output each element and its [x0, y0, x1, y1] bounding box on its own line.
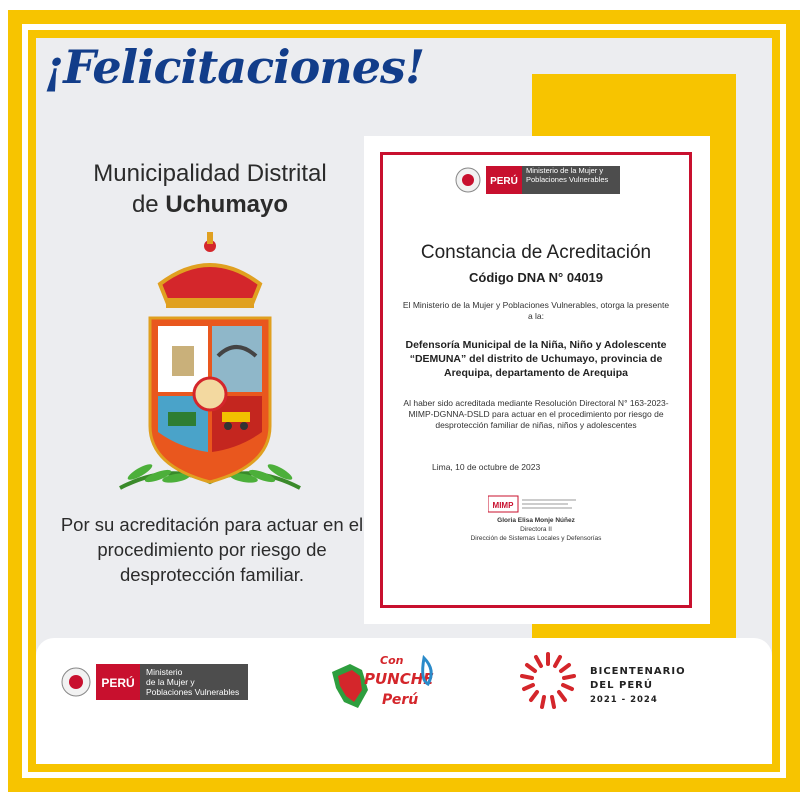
- bicentenario-line1: BICENTENARIO: [590, 666, 686, 677]
- footer-ministry-line2: de la Mujer y: [146, 677, 195, 687]
- footer-ministry-line1: Ministerio: [146, 667, 183, 677]
- stamp-text: MIMP: [492, 501, 514, 510]
- municipality-line1: Municipalidad Distrital: [93, 160, 327, 187]
- cert-logo-ministry: Ministerio de la Mujer y Poblaciones Vulnerables: [526, 166, 609, 184]
- signer-name: Gloria Elisa Monje Núñez: [497, 517, 575, 524]
- certificate-date: Lima, 10 de octubre de 2023: [432, 462, 541, 472]
- accreditation-text: Por su acreditación para actuar en el procedimiento por riesgo de desprotección familiar.: [60, 514, 364, 585]
- page-title: ¡Felicitaciones!: [44, 40, 425, 94]
- certificate-signer: [400, 516, 672, 543]
- bicentenario-years: 2021 - 2024: [590, 695, 658, 705]
- bicentenario-logo: [518, 650, 708, 716]
- municipality-line2: [60, 189, 360, 220]
- municipality-bold-name: Uchumayo: [165, 191, 289, 218]
- certificate-intro: El Ministerio de la Mujer y Poblaciones Vulnerables, otorga la presente a la:: [402, 300, 670, 321]
- signer-role: Directora II: [520, 526, 552, 533]
- certificate-body: Al haber sido acreditada mediante Resolución Directoral N° 163-2023-MIMP-DGNNA-DSLD para actuar en el procedimiento por riesgo de desprotección familiar de niñas, niños y adolescentes: [403, 398, 669, 430]
- campaign-punche: PUNCHE: [364, 670, 434, 688]
- ministry-logo: [60, 660, 250, 704]
- campaign-con: Con: [380, 654, 404, 667]
- certificate-title: Constancia de Acreditación: [420, 242, 652, 263]
- certificate-entity: Defensoría Municipal de la Niña, Niño y Adolescente “DEMUNA” del distrito de Uchumayo, provincia de Arequipa, departamento de Arequipa: [405, 339, 667, 379]
- bicentenario-line2: DEL PERÚ: [590, 680, 653, 691]
- cert-logo-country: PERÚ: [490, 176, 518, 187]
- certificate-code: Código DNA N° 04019: [468, 270, 604, 285]
- footer-ministry-line3: Poblaciones Vulnerables: [146, 687, 240, 697]
- footer-country: PERÚ: [101, 676, 135, 690]
- signature-stamp: [488, 494, 578, 514]
- campaign-peru: Perú: [382, 692, 419, 708]
- signer-office: Dirección de Sistemas Locales y Defensorías: [470, 535, 602, 542]
- municipality-name: [60, 158, 360, 220]
- coat-of-arms-icon: [110, 226, 310, 496]
- municipality-prefix: de: [131, 191, 166, 218]
- con-punche-peru-logo: [328, 650, 438, 712]
